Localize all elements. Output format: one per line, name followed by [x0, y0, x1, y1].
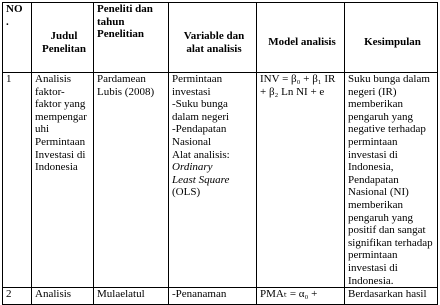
cell-no: 2	[3, 288, 32, 305]
table-row	[3, 73, 438, 288]
cell-no: 1	[3, 73, 32, 288]
literature-table	[2, 2, 438, 305]
cell-peneliti: Pardamean Lubis (2008)	[94, 73, 169, 288]
cell-variable: -Penanaman	[169, 288, 257, 305]
cell-peneliti: Mulaelatul	[94, 288, 169, 305]
cell-judul: Analisis faktor- faktor yang mempengar uhi Permintaan Investasi di Indonesia	[32, 73, 94, 288]
cell-variable: Permintaan investasi -Suku bunga dalam negeri -Pendapatan Nasional Alat analisis: Ordinary Least Square (OLS)	[169, 73, 257, 288]
header-kesimpulan: Kesimpulan	[345, 3, 438, 73]
table-row	[3, 288, 438, 305]
header-variable: Variable dan alat analisis	[169, 3, 257, 73]
cell-kesimpulan: Berdasarkan hasil	[345, 288, 438, 305]
header-judul: Judul Penelitan	[32, 3, 94, 73]
header-no: NO .	[3, 3, 32, 73]
header-model: Model analisis	[257, 3, 345, 73]
cell-model: PMAₜ = α₀ +	[257, 288, 345, 305]
header-peneliti: Peneliti dan tahun Penelitian	[94, 3, 169, 73]
cell-kesimpulan: Suku bunga dalam negeri (IR) memberikan pengaruh yang negative terhadap permintaan investasi di Indonesia, Pendapatan Nasional (NI) memberikan pengaruh yang positif dan sangat signifikan terhadap permintaan investasi di Indonesia.	[345, 73, 438, 288]
cell-model: INV = β₀ + β₁ IR + β₂ Ln NI + e	[257, 73, 345, 288]
table-header-row	[3, 3, 438, 73]
cell-judul: Analisis	[32, 288, 94, 305]
